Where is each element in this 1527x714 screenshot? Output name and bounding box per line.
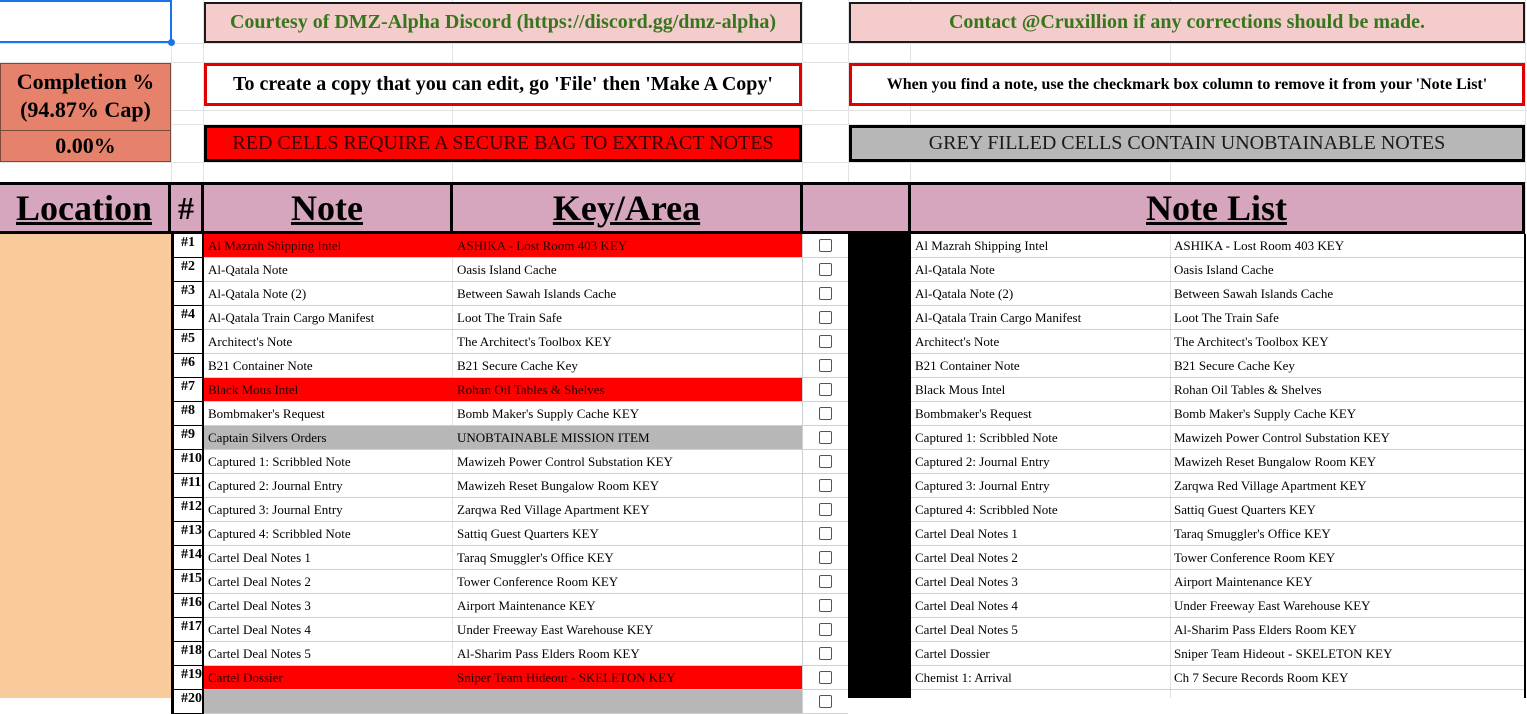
checkbox-cell	[803, 354, 848, 378]
note-name-cell[interactable]: Black Mous Intel	[204, 378, 453, 402]
found-checkbox[interactable]	[819, 575, 832, 588]
note-number: #13	[171, 522, 204, 546]
note-list-key-cell[interactable]: Between Sawah Islands Cache	[1170, 282, 1525, 306]
note-row	[171, 282, 848, 306]
note-list-row	[911, 234, 1525, 258]
checkbox-cell	[803, 378, 848, 402]
note-list-name-cell[interactable]: Architect's Note	[911, 330, 1170, 354]
note-list-row	[911, 570, 1525, 594]
key-area-cell[interactable]: Zarqwa Red Village Apartment KEY	[453, 498, 803, 522]
note-list-name-cell[interactable]: Cartel Deal Notes 2	[911, 546, 1170, 570]
note-number: #3	[171, 282, 204, 306]
note-row	[171, 474, 848, 498]
key-area-cell[interactable]: The Architect's Toolbox KEY	[453, 330, 803, 354]
copy-instructions-banner: To create a copy that you can edit, go 'File' then 'Make A Copy'	[204, 63, 802, 106]
note-list-key-cell[interactable]: Zarqwa Red Village Apartment KEY	[1170, 474, 1525, 498]
checkbox-cell	[803, 282, 848, 306]
key-area-cell[interactable]	[453, 690, 803, 714]
note-list-row	[911, 522, 1525, 546]
key-area-cell[interactable]: Mawizeh Reset Bungalow Room KEY	[453, 474, 803, 498]
found-checkbox[interactable]	[819, 335, 832, 348]
note-number: #6	[171, 354, 204, 378]
note-list-key-cell[interactable]: Mawizeh Reset Bungalow Room KEY	[1170, 450, 1525, 474]
note-list-name-cell[interactable]: Captured 2: Journal Entry	[911, 450, 1170, 474]
note-list-key-cell[interactable]: Under Freeway East Warehouse KEY	[1170, 594, 1525, 618]
key-area-cell[interactable]: Mawizeh Power Control Substation KEY	[453, 450, 803, 474]
checkbox-cell	[803, 474, 848, 498]
note-list-name-cell[interactable]: Cartel Deal Notes 4	[911, 594, 1170, 618]
note-number: #4	[171, 306, 204, 330]
found-checkbox[interactable]	[819, 383, 832, 396]
note-list-name-cell[interactable]: Cartel Deal Notes 1	[911, 522, 1170, 546]
note-list-row	[911, 282, 1525, 306]
found-checkbox[interactable]	[819, 407, 832, 420]
note-row	[171, 450, 848, 474]
found-checkbox[interactable]	[819, 263, 832, 276]
note-name-cell[interactable]	[204, 690, 453, 714]
note-list-row	[911, 474, 1525, 498]
note-list-name-cell[interactable]: Cartel Deal Notes 3	[911, 570, 1170, 594]
checkbox-cell	[803, 594, 848, 618]
key-area-cell[interactable]: Loot The Train Safe	[453, 306, 803, 330]
key-area-cell[interactable]: ASHIKA - Lost Room 403 KEY	[453, 234, 803, 258]
note-list-row	[911, 594, 1525, 618]
note-name-cell[interactable]: Captured 1: Scribbled Note	[204, 450, 453, 474]
header-location: Location	[0, 182, 171, 234]
key-area-cell[interactable]: Oasis Island Cache	[453, 258, 803, 282]
found-checkbox[interactable]	[819, 455, 832, 468]
note-number: #16	[171, 594, 204, 618]
note-row	[171, 546, 848, 570]
note-name-cell[interactable]: Architect's Note	[204, 330, 453, 354]
note-list-key-cell[interactable]: Taraq Smuggler's Office KEY	[1170, 522, 1525, 546]
note-list-name-cell[interactable]: Captured 1: Scribbled Note	[911, 426, 1170, 450]
checkbox-cell	[803, 498, 848, 522]
key-area-cell[interactable]: Al-Sharim Pass Elders Room KEY	[453, 642, 803, 666]
completion-value: 0.00%	[1, 130, 170, 161]
note-number: #7	[171, 378, 204, 402]
checkbox-cell	[803, 234, 848, 258]
note-row	[171, 666, 848, 690]
found-checkbox[interactable]	[819, 551, 832, 564]
note-number: #8	[171, 402, 204, 426]
key-area-cell[interactable]: Under Freeway East Warehouse KEY	[453, 618, 803, 642]
note-number: #5	[171, 330, 204, 354]
note-row	[171, 570, 848, 594]
note-number: #17	[171, 618, 204, 642]
note-row	[171, 330, 848, 354]
note-number: #11	[171, 474, 204, 498]
note-row	[171, 234, 848, 258]
courtesy-banner: Courtesy of DMZ-Alpha Discord (https://discord.gg/dmz-alpha)	[204, 2, 802, 43]
note-row	[171, 498, 848, 522]
note-list-name-cell[interactable]: Bombmaker's Request	[911, 402, 1170, 426]
checkbox-cell	[803, 666, 848, 690]
note-row	[171, 426, 848, 450]
note-number: #15	[171, 570, 204, 594]
key-area-cell[interactable]: Sniper Team Hideout - SKELETON KEY	[453, 666, 803, 690]
note-list-key-cell[interactable]: Sattiq Guest Quarters KEY	[1170, 498, 1525, 522]
note-list-right-border	[1524, 234, 1526, 698]
checkbox-cell	[803, 306, 848, 330]
completion-label-line2: (94.87% Cap)	[20, 97, 151, 122]
grey-cells-legend: GREY FILLED CELLS CONTAIN UNOBTAINABLE NOTES	[849, 125, 1525, 162]
note-name-cell[interactable]: Cartel Deal Notes 3	[204, 594, 453, 618]
note-list-row	[911, 450, 1525, 474]
completion-label-line1: Completion %	[16, 69, 155, 94]
note-name-cell[interactable]: Al-Qatala Train Cargo Manifest	[204, 306, 453, 330]
note-list-name-cell[interactable]: Captured 3: Journal Entry	[911, 474, 1170, 498]
key-area-cell[interactable]: B21 Secure Cache Key	[453, 354, 803, 378]
note-list-name-cell[interactable]: Chemist 1: Arrival	[911, 666, 1170, 690]
note-name-cell[interactable]: Al-Qatala Note (2)	[204, 282, 453, 306]
note-name-cell[interactable]: Cartel Deal Notes 1	[204, 546, 453, 570]
checkbox-cell	[803, 258, 848, 282]
note-row	[171, 642, 848, 666]
note-row	[171, 618, 848, 642]
location-column	[0, 234, 171, 698]
note-list-row	[911, 330, 1525, 354]
note-list-key-cell[interactable]: ASHIKA - Lost Room 403 KEY	[1170, 234, 1525, 258]
selected-cell[interactable]	[0, 0, 172, 43]
red-cells-legend: RED CELLS REQUIRE A SECURE BAG TO EXTRACT NOTES	[204, 125, 802, 162]
note-list-name-cell[interactable]: Al-Qatala Note	[911, 258, 1170, 282]
key-area-cell[interactable]: Between Sawah Islands Cache	[453, 282, 803, 306]
checkbox-cell	[803, 450, 848, 474]
note-list-key-cell[interactable]: Mawizeh Power Control Substation KEY	[1170, 426, 1525, 450]
note-name-cell[interactable]: Cartel Deal Notes 2	[204, 570, 453, 594]
found-checkbox[interactable]	[819, 479, 832, 492]
note-name-cell[interactable]: Cartel Deal Notes 5	[204, 642, 453, 666]
note-list-name-cell[interactable]: Black Mous Intel	[911, 378, 1170, 402]
note-row	[171, 306, 848, 330]
note-list-name-cell[interactable]: B21 Container Note	[911, 354, 1170, 378]
found-checkbox[interactable]	[819, 671, 832, 684]
note-number: #2	[171, 258, 204, 282]
note-list-key-cell[interactable]: The Architect's Toolbox KEY	[1170, 330, 1525, 354]
checkmark-instructions-banner: When you find a note, use the checkmark box column to remove it from your 'Note List'	[849, 63, 1525, 106]
note-list-key-cell[interactable]: Airport Maintenance KEY	[1170, 570, 1525, 594]
found-checkbox[interactable]	[819, 287, 832, 300]
note-row	[171, 690, 848, 714]
note-name-cell[interactable]: Captured 2: Journal Entry	[204, 474, 453, 498]
note-list-row	[911, 546, 1525, 570]
note-number: #18	[171, 642, 204, 666]
found-checkbox[interactable]	[819, 311, 832, 324]
note-list-name-cell[interactable]: Al-Qatala Train Cargo Manifest	[911, 306, 1170, 330]
note-list-name-cell[interactable]: Al-Qatala Note (2)	[911, 282, 1170, 306]
found-checkbox[interactable]	[819, 599, 832, 612]
note-list-row	[911, 642, 1525, 666]
found-checkbox[interactable]	[819, 527, 832, 540]
checkbox-cell	[803, 618, 848, 642]
note-list-key-cell[interactable]: Sniper Team Hideout - SKELETON KEY	[1170, 642, 1525, 666]
note-list-row	[911, 306, 1525, 330]
checkbox-cell	[803, 330, 848, 354]
note-name-cell[interactable]: B21 Container Note	[204, 354, 453, 378]
note-name-cell[interactable]: Cartel Dossier	[204, 666, 453, 690]
note-list-name-cell[interactable]: Al Mazrah Shipping Intel	[911, 234, 1170, 258]
note-name-cell[interactable]: Captured 4: Scribbled Note	[204, 522, 453, 546]
note-list-key-cell[interactable]: B21 Secure Cache Key	[1170, 354, 1525, 378]
note-list-name-cell[interactable]: Captured 4: Scribbled Note	[911, 498, 1170, 522]
found-checkbox[interactable]	[819, 431, 832, 444]
note-list-key-cell[interactable]: Rohan Oil Tables & Shelves	[1170, 378, 1525, 402]
note-list-key-cell[interactable]: Tower Conference Room KEY	[1170, 546, 1525, 570]
note-name-cell[interactable]: Bombmaker's Request	[204, 402, 453, 426]
found-checkbox[interactable]	[819, 239, 832, 252]
checkbox-cell	[803, 690, 848, 714]
found-checkbox[interactable]	[819, 359, 832, 372]
note-list-key-cell[interactable]: Bomb Maker's Supply Cache KEY	[1170, 402, 1525, 426]
key-area-cell[interactable]: Airport Maintenance KEY	[453, 594, 803, 618]
note-list-name-cell[interactable]: Cartel Dossier	[911, 642, 1170, 666]
contact-banner: Contact @Cruxillion if any corrections should be made.	[849, 2, 1525, 43]
completion-box	[0, 63, 171, 162]
note-name-cell[interactable]: Cartel Deal Notes 4	[204, 618, 453, 642]
note-name-cell[interactable]: Captured 3: Journal Entry	[204, 498, 453, 522]
note-list-row	[911, 354, 1525, 378]
note-list-name-cell[interactable]: Cartel Deal Notes 5	[911, 618, 1170, 642]
note-row	[171, 378, 848, 402]
note-list-row	[911, 426, 1525, 450]
note-list-row	[911, 378, 1525, 402]
checkbox-cell	[803, 642, 848, 666]
note-list-key-cell[interactable]: Ch 7 Secure Records Room KEY	[1170, 666, 1525, 690]
found-checkbox[interactable]	[819, 695, 832, 708]
found-checkbox[interactable]	[819, 647, 832, 660]
checkbox-cell	[803, 522, 848, 546]
found-checkbox[interactable]	[819, 623, 832, 636]
note-list-key-cell[interactable]: Loot The Train Safe	[1170, 306, 1525, 330]
note-list-row	[911, 666, 1525, 690]
note-number: #20	[171, 690, 204, 714]
separator-column	[848, 234, 911, 698]
note-number: #1	[171, 234, 204, 258]
key-area-cell[interactable]: Rohan Oil Tables & Shelves	[453, 378, 803, 402]
note-number: #9	[171, 426, 204, 450]
checkbox-cell	[803, 426, 848, 450]
key-area-cell[interactable]: Sattiq Guest Quarters KEY	[453, 522, 803, 546]
header-number: #	[171, 182, 204, 234]
key-area-cell[interactable]: Taraq Smuggler's Office KEY	[453, 546, 803, 570]
note-list-key-cell[interactable]: Oasis Island Cache	[1170, 258, 1525, 282]
note-row	[171, 522, 848, 546]
checkbox-cell	[803, 570, 848, 594]
key-area-cell[interactable]: Tower Conference Room KEY	[453, 570, 803, 594]
note-number: #10	[171, 450, 204, 474]
note-name-cell[interactable]: Captain Silvers Orders	[204, 426, 453, 450]
header-note-list: Note List	[911, 182, 1525, 234]
selection-fill-handle[interactable]	[168, 39, 175, 46]
note-row	[171, 402, 848, 426]
found-checkbox[interactable]	[819, 503, 832, 516]
key-area-cell[interactable]: UNOBTAINABLE MISSION ITEM	[453, 426, 803, 450]
note-list-row	[911, 258, 1525, 282]
note-name-cell[interactable]: Al Mazrah Shipping Intel	[204, 234, 453, 258]
note-list-row	[911, 402, 1525, 426]
note-row	[171, 354, 848, 378]
note-row	[171, 258, 848, 282]
note-list-row	[911, 498, 1525, 522]
header-key-area: Key/Area	[453, 182, 803, 234]
note-number: #19	[171, 666, 204, 690]
note-number: #12	[171, 498, 204, 522]
header-checkbox-column	[803, 182, 911, 234]
header-note: Note	[204, 182, 453, 234]
note-list-row	[911, 618, 1525, 642]
note-number: #14	[171, 546, 204, 570]
note-list-key-cell[interactable]: Al-Sharim Pass Elders Room KEY	[1170, 618, 1525, 642]
note-name-cell[interactable]: Al-Qatala Note	[204, 258, 453, 282]
note-row	[171, 594, 848, 618]
key-area-cell[interactable]: Bomb Maker's Supply Cache KEY	[453, 402, 803, 426]
checkbox-cell	[803, 402, 848, 426]
checkbox-cell	[803, 546, 848, 570]
